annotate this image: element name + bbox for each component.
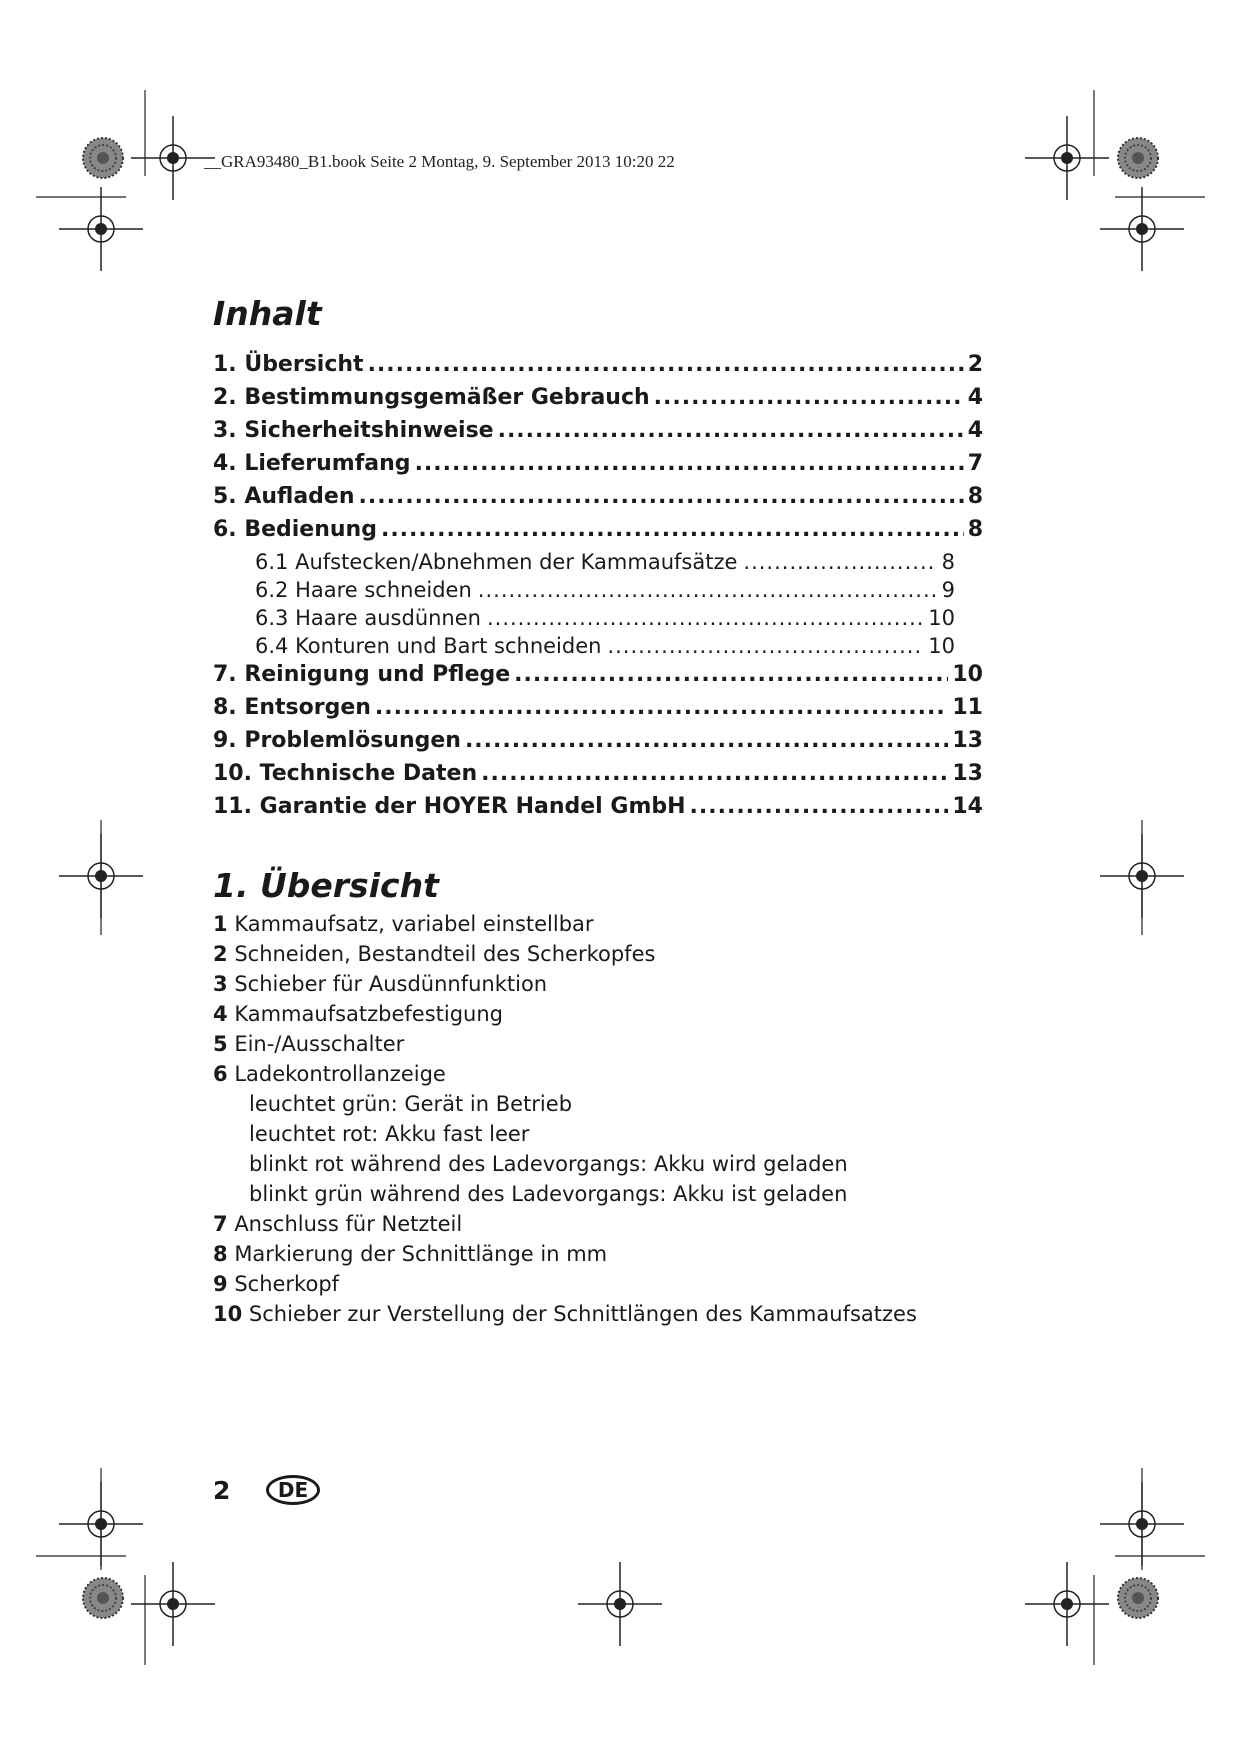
toc-entry-page: 13 xyxy=(952,728,983,753)
toc-subentry-label: 6.2 Haare schneiden xyxy=(255,578,472,602)
overview-list xyxy=(213,912,1093,1332)
toc-entry-label: 8. Entsorgen xyxy=(213,695,371,720)
registration-rosette-bottom-right xyxy=(1118,1578,1158,1618)
toc-entry-page: 4 xyxy=(967,385,983,410)
list-item: 4 Kammaufsatzbefestigung xyxy=(213,1002,503,1026)
toc-entry[interactable] xyxy=(213,352,983,385)
registration-cross-bottom-left xyxy=(131,1562,215,1646)
list-item: 3 Schieber für Ausdünnfunktion xyxy=(213,972,548,996)
list-item: 7 Anschluss für Netzteil xyxy=(213,1212,463,1236)
toc-entry[interactable] xyxy=(213,517,983,550)
print-slug: __GRA93480_B1.book Seite 2 Montag, 9. September 2013 10:20 22 xyxy=(204,152,675,171)
registration-cross-upper-left xyxy=(59,187,143,271)
toc-subentry-label: 6.1 Aufstecken/Abnehmen der Kammaufsätze xyxy=(255,550,738,574)
led-state: leuchtet grün: Gerät in Betrieb xyxy=(249,1092,573,1116)
toc-subentry-label: 6.4 Konturen und Bart schneiden xyxy=(255,634,602,658)
list-item: 10 Schieber zur Verstellung der Schnittlängen des Kammaufsatzes xyxy=(213,1302,917,1326)
toc-entry-label: 9. Problemlösungen xyxy=(213,728,461,753)
list-item: 9 Scherkopf xyxy=(213,1272,340,1296)
toc-entry-label: 3. Sicherheitshinweise xyxy=(213,418,494,443)
toc-entry-page: 13 xyxy=(952,761,983,786)
toc-entry-page: 14 xyxy=(952,794,983,819)
toc-entry[interactable] xyxy=(213,695,983,728)
overview-heading: 1. Übersicht xyxy=(213,866,439,905)
registration-cross-bottom-right xyxy=(1025,1562,1109,1646)
toc-entry[interactable] xyxy=(213,451,983,484)
registration-rosette-top-left xyxy=(83,138,123,178)
toc-entry-label: 5. Aufladen xyxy=(213,484,355,509)
toc-entry-page: 8 xyxy=(967,484,983,509)
toc-entry-label: 10. Technische Daten xyxy=(213,761,478,786)
toc-subentry-page: 9 xyxy=(941,578,955,602)
toc-entry[interactable] xyxy=(213,385,983,418)
toc-entry-label: 11. Garantie der HOYER Handel GmbH xyxy=(213,794,686,819)
registration-rosette-top-right xyxy=(1118,138,1158,178)
led-state: blinkt grün während des Ladevorgangs: Akku ist geladen xyxy=(249,1182,848,1206)
toc-entry[interactable] xyxy=(213,662,983,695)
toc-entry-label: 1. Übersicht xyxy=(213,352,364,377)
list-item: 5 Ein-/Ausschalter xyxy=(213,1032,405,1056)
page-number: 2 xyxy=(213,1476,231,1505)
toc-entry-page: 11 xyxy=(952,695,983,720)
table-of-contents xyxy=(213,352,983,827)
toc-subentry[interactable] xyxy=(255,550,955,578)
toc-subentry[interactable] xyxy=(255,634,955,662)
toc-entry-label: 7. Reinigung und Pflege xyxy=(213,662,511,687)
registration-cross-top-left xyxy=(131,116,215,200)
toc-subentry[interactable] xyxy=(255,578,955,606)
registration-cross-top-right xyxy=(1025,116,1109,200)
toc-subentry[interactable] xyxy=(255,606,955,634)
list-item: 2 Schneiden, Bestandteil des Scherkopfes xyxy=(213,942,656,966)
toc-entry[interactable] xyxy=(213,484,983,517)
list-item: 6 Ladekontrollanzeige xyxy=(213,1062,446,1086)
toc-entry-page: 2 xyxy=(967,352,983,377)
toc-subentry-page: 10 xyxy=(928,606,955,630)
toc-entry-page: 8 xyxy=(967,517,983,542)
toc-heading: Inhalt xyxy=(213,294,322,333)
toc-entry-page: 7 xyxy=(967,451,983,476)
led-state: blinkt rot während des Ladevorgangs: Akku wird geladen xyxy=(249,1152,848,1176)
toc-subentry-label: 6.3 Haare ausdünnen xyxy=(255,606,481,630)
toc-entry[interactable] xyxy=(213,728,983,761)
led-state: leuchtet rot: Akku fast leer xyxy=(249,1122,530,1146)
registration-rosette-bottom-left xyxy=(83,1578,123,1618)
toc-subentry-page: 10 xyxy=(928,634,955,658)
toc-entry[interactable] xyxy=(213,794,983,827)
registration-cross-bottom-center xyxy=(578,1562,662,1646)
toc-entry-page: 10 xyxy=(952,662,983,687)
toc-entry[interactable] xyxy=(213,418,983,451)
language-badge: DE xyxy=(266,1475,320,1505)
toc-entry-label: 4. Lieferumfang xyxy=(213,451,411,476)
toc-subentry-page: 8 xyxy=(941,550,955,574)
toc-entry-label: 6. Bedienung xyxy=(213,517,377,542)
list-item: 8 Markierung der Schnittlänge in mm xyxy=(213,1242,608,1266)
registration-cross-upper-right xyxy=(1100,187,1184,271)
list-item: 1 Kammaufsatz, variabel einstellbar xyxy=(213,912,594,936)
toc-entry-page: 4 xyxy=(967,418,983,443)
toc-entry[interactable] xyxy=(213,761,983,794)
toc-entry-label: 2. Bestimmungsgemäßer Gebrauch xyxy=(213,385,650,410)
